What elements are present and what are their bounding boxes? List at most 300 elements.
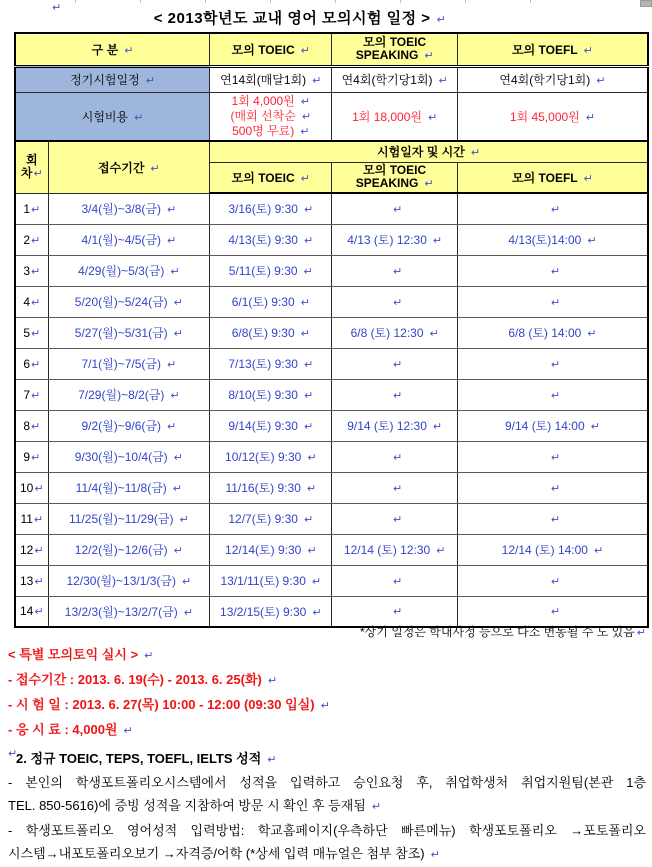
registration-period: 7/1(월)~7/5(금)	[81, 357, 161, 371]
paragraph-mark-icon: ↵	[393, 265, 403, 278]
toefl-date-cell	[457, 503, 648, 534]
table-row	[15, 472, 648, 503]
paragraph-mark-icon: ↵	[31, 327, 41, 340]
paragraph-mark-icon: ↵	[167, 421, 177, 433]
round-number: 9	[23, 449, 31, 464]
paragraph-mark-icon: ↵	[432, 421, 443, 433]
toefl-date: 9/14 (토) 14:00	[505, 419, 585, 433]
round-cell	[15, 503, 48, 534]
round-number: 11	[20, 511, 33, 526]
ruler-tick	[75, 0, 76, 3]
paragraph-mark-icon: ↵	[636, 627, 646, 639]
paragraph-mark-icon: ↵	[590, 421, 600, 433]
regular-toeic-cell	[210, 66, 332, 92]
paragraph-mark-icon: ↵	[371, 801, 382, 813]
paragraph-mark-icon: ↵	[587, 235, 597, 247]
paragraph-mark-icon: ↵	[424, 49, 434, 62]
paragraph-mark-icon: ↵	[170, 266, 180, 278]
toefl-date-cell	[457, 379, 648, 410]
speaking-date-cell	[332, 534, 457, 565]
paragraph-mark-icon: ↵	[34, 606, 44, 619]
special-fee-line	[8, 718, 648, 743]
regular-toeic-value: 연14회(매달1회)	[220, 73, 307, 87]
registration-period: 11/4(월)~11/8(금)	[75, 481, 167, 495]
round-cell	[15, 255, 48, 286]
header-toefl-label: 모의 TOEFL	[512, 42, 578, 57]
toefl-date-cell	[457, 441, 648, 472]
subheader-speaking-label: 모의 TOEIC	[363, 163, 427, 177]
paragraph-mark-icon: ↵	[267, 675, 278, 687]
special-mock-toeic-section	[8, 643, 648, 764]
special-exam-day-text: - 시 험 일 : 2013. 6. 27(목) 10:00 - 12:00 (09:30 입실)	[8, 697, 315, 712]
toeic-date: 3/16(토) 9:30	[228, 202, 298, 217]
paragraph-mark-icon: ↵	[393, 513, 403, 526]
paragraph-mark-icon: ↵	[300, 297, 310, 309]
paragraph-mark-icon: ↵	[303, 390, 314, 402]
toeic-date: 5/11(토) 9:30	[228, 264, 298, 278]
paragraph-mark-icon: ↵	[587, 328, 597, 340]
paragraph-mark-icon: ↵	[300, 125, 310, 138]
round-cell	[15, 317, 48, 348]
speaking-date: 6/8 (토) 12:30	[350, 326, 424, 340]
registration-header-label: 접수기간	[98, 160, 145, 175]
paragraph-mark-icon: ↵	[124, 44, 134, 57]
paragraph-mark-icon: ↵	[593, 545, 604, 557]
paragraph-mark-icon: ↵	[393, 575, 403, 588]
toeic-date-cell	[210, 410, 332, 441]
paragraph-mark-icon: ↵	[170, 390, 180, 402]
paragraph-mark-icon: ↵	[167, 204, 177, 216]
round-number: 12	[20, 542, 34, 557]
paragraph-mark-icon: ↵	[34, 482, 44, 495]
paragraph-mark-icon: ↵	[31, 234, 41, 247]
registration-cell	[48, 534, 210, 565]
round-number: 1	[23, 201, 31, 216]
paragraph-mark-icon: ↵	[303, 235, 314, 247]
speaking-date-cell	[332, 348, 457, 379]
header-toeic-label: 모의 TOEIC	[231, 42, 295, 57]
regular-schedule-row	[15, 66, 648, 92]
paragraph-mark-icon: ↵	[583, 44, 593, 57]
ruler-tick	[205, 0, 206, 3]
speaking-date: 12/14 (토) 12:30	[343, 543, 431, 557]
paragraph-mark-icon: ↵	[429, 328, 439, 340]
toeic-date: 13/2/15(토) 9:30	[220, 604, 307, 619]
table-row	[15, 565, 648, 596]
paragraph-mark-icon: ↵	[550, 575, 561, 588]
scores-para1-line2	[8, 794, 646, 819]
toeic-date-cell	[210, 224, 332, 255]
header-toefl-cell	[457, 33, 648, 66]
paragraph-mark-icon: ↵	[393, 203, 403, 216]
speaking-date: 4/13 (토) 12:30	[347, 233, 427, 247]
round-header-row	[15, 141, 648, 163]
registration-cell	[48, 565, 210, 596]
ruler-tick	[400, 0, 401, 3]
paragraph-mark-icon: ↵	[432, 235, 443, 247]
registration-cell	[48, 379, 210, 410]
registration-cell	[48, 193, 210, 224]
subheader-toeic-label: 모의 TOEIC	[231, 171, 295, 185]
table-row	[15, 193, 648, 224]
round-label-line1: 회	[26, 152, 38, 167]
round-cell	[15, 441, 48, 472]
subheader-toefl-cell	[457, 163, 648, 194]
page-title-text: < 2013학년도 교내 영어 모의시험 일정 >	[153, 10, 431, 27]
scrollbar-corner	[640, 0, 652, 7]
paragraph-mark-icon: ↵	[550, 482, 561, 495]
paragraph-mark-icon: ↵	[167, 359, 177, 371]
regular-scores-section	[8, 748, 646, 867]
paragraph-mark-icon: ↵	[123, 725, 133, 737]
paragraph-mark-icon: ↵	[33, 167, 43, 180]
paragraph-mark-icon: ↵	[134, 111, 144, 124]
registration-cell	[48, 503, 210, 534]
subheader-speaking-label2: SPEAKING	[355, 176, 419, 190]
paragraph-mark-icon: ↵	[52, 2, 62, 14]
toefl-date-cell	[457, 410, 648, 441]
paragraph-mark-icon: ↵	[550, 451, 561, 464]
paragraph-mark-icon: ↵	[173, 297, 183, 309]
toeic-date-cell	[210, 472, 332, 503]
paragraph-mark-icon: ↵	[145, 75, 155, 87]
table-row	[15, 224, 648, 255]
paragraph-mark-icon: ↵	[307, 545, 317, 557]
round-cell	[15, 410, 48, 441]
toefl-date-cell	[457, 224, 648, 255]
registration-period: 4/1(월)~4/5(금)	[81, 233, 161, 247]
registration-period: 12/30(월)~13/1/3(금)	[66, 574, 177, 588]
toeic-date: 6/8(토) 9:30	[231, 326, 295, 340]
table-row	[15, 503, 648, 534]
scores-para2-line2-text: 시스템→내포토폴리오보기 →자격증/어학 (*상세 입력 매뉴얼은 첨부 참조)	[8, 846, 425, 861]
round-cell	[15, 348, 48, 379]
registration-cell	[48, 224, 210, 255]
registration-cell	[48, 441, 210, 472]
round-number-header-cell	[15, 141, 48, 194]
paragraph-mark-icon: ↵	[31, 265, 41, 278]
speaking-date-cell	[332, 379, 457, 410]
paragraph-mark-icon: ↵	[267, 754, 277, 766]
regular-speaking-value: 연4회(학기당1회)	[341, 73, 433, 87]
ruler-tick	[465, 0, 466, 3]
header-toeic-speaking-label2: SPEAKING	[355, 47, 419, 62]
round-cell	[15, 224, 48, 255]
speaking-date-cell	[332, 193, 457, 224]
table-row	[15, 317, 648, 348]
toeic-date-cell	[210, 441, 332, 472]
paragraph-mark-icon: ↵	[303, 266, 313, 278]
toeic-date: 4/13(토) 9:30	[228, 233, 298, 247]
ruler-tick	[335, 0, 336, 3]
paragraph-mark-icon: ↵	[173, 328, 183, 340]
scores-section-heading	[8, 748, 646, 771]
paragraph-mark-icon: ↵	[182, 576, 192, 588]
header-toeic-speaking-label: 모의 TOEIC	[363, 34, 427, 49]
toeic-date: 8/10(토) 9:30	[228, 388, 298, 402]
toeic-date-cell	[210, 317, 332, 348]
toefl-date-cell	[457, 286, 648, 317]
fee-label: 시험비용	[81, 109, 129, 124]
paragraph-mark-icon: ↵	[34, 544, 44, 557]
paragraph-mark-icon: ↵	[312, 75, 322, 87]
toeic-date-cell	[210, 255, 332, 286]
header-toeic-speaking-cell	[332, 33, 457, 66]
registration-cell	[48, 410, 210, 441]
paragraph-mark-icon: ↵	[307, 452, 317, 464]
paragraph-mark-icon: ↵	[31, 451, 41, 464]
paragraph-mark-icon: ↵	[167, 235, 177, 247]
paragraph-mark-icon: ↵	[393, 606, 403, 619]
toefl-date: 12/14 (토) 14:00	[501, 543, 588, 557]
registration-period: 9/2(월)~9/6(금)	[81, 419, 161, 433]
paragraph-mark-icon: ↵	[150, 162, 160, 175]
header-category-cell	[15, 33, 210, 66]
speaking-date-cell	[332, 503, 457, 534]
paragraph-mark-icon: ↵	[550, 265, 561, 278]
round-cell	[15, 286, 48, 317]
paragraph-mark-icon: ↵	[550, 513, 561, 526]
registration-period: 4/29(월)~5/3(금)	[78, 264, 165, 278]
regular-speaking-cell	[332, 66, 457, 92]
regular-toefl-cell	[457, 66, 648, 92]
special-registration-line	[8, 668, 648, 693]
paragraph-mark-icon: ↵	[596, 75, 606, 87]
paragraph-mark-icon: ↵	[550, 358, 561, 371]
paragraph-mark-icon: ↵	[31, 358, 41, 371]
round-number: 14	[20, 604, 34, 619]
toeic-date-cell	[210, 379, 332, 410]
exam-datetime-header-cell	[210, 141, 648, 163]
paragraph-mark-icon: ↵	[172, 483, 182, 495]
paragraph-mark-icon: ↵	[173, 452, 183, 464]
paragraph-mark-icon: ↵	[550, 606, 561, 619]
paragraph-mark-icon: ↵	[144, 650, 154, 662]
toeic-date-cell	[210, 348, 332, 379]
registration-period: 5/20(월)~5/24(금)	[74, 295, 168, 309]
paragraph-mark-icon: ↵	[583, 173, 593, 185]
footnote-text: *상기 일정은 학내사정 등으로 다소 변동될 수 도 있음	[360, 625, 635, 639]
special-registration-text: - 접수기간 : 2013. 6. 19(수) - 2013. 6. 25(화)	[8, 672, 262, 687]
paragraph-mark-icon: ↵	[306, 483, 317, 495]
registration-cell	[48, 286, 210, 317]
paragraph-mark-icon: ↵	[312, 606, 322, 619]
toefl-date-cell	[457, 255, 648, 286]
page-title	[0, 7, 600, 28]
paragraph-mark-icon: ↵	[34, 575, 44, 588]
toefl-date-cell	[457, 317, 648, 348]
paragraph-mark-icon: ↵	[303, 359, 314, 371]
speaking-date-cell	[332, 286, 457, 317]
speaking-date: 9/14 (토) 12:30	[347, 419, 427, 433]
toeic-date-cell	[210, 286, 332, 317]
fee-toefl-value: 1회 45,000원	[509, 109, 580, 124]
scores-para1-line1: - 본인의 학생포트폴리오시스템에서 성적을 입력하고 승인요청 후, 취업학생처 취업지원팀(본관 1층	[8, 775, 646, 790]
fee-toeic-line1: 1회 4,000원	[231, 93, 295, 108]
paragraph-mark-icon: ↵	[31, 420, 41, 433]
paragraph-mark-icon: ↵	[428, 111, 438, 124]
toeic-date: 12/7(토) 9:30	[228, 512, 298, 526]
exam-schedule-table	[14, 32, 649, 628]
round-cell	[15, 193, 48, 224]
speaking-date-cell	[332, 317, 457, 348]
registration-period: 11/25(월)~11/29(금)	[69, 512, 174, 526]
registration-period: 9/30(월)~10/4(금)	[74, 450, 168, 464]
round-number: 6	[23, 356, 31, 371]
table-row	[15, 441, 648, 472]
paragraph-mark-icon: ↵	[300, 173, 310, 185]
toeic-date: 12/14(토) 9:30	[225, 543, 302, 557]
fee-toeic-cell	[210, 92, 332, 141]
round-number: 5	[23, 325, 31, 340]
paragraph-mark-icon: ↵	[320, 700, 330, 712]
speaking-date-cell	[332, 565, 457, 596]
paragraph-mark-icon: ↵	[300, 328, 310, 340]
round-number: 10	[20, 480, 34, 495]
toefl-date-cell	[457, 348, 648, 379]
regular-toefl-value: 연4회(학기당1회)	[499, 73, 591, 87]
paragraph-mark-icon: ↵	[301, 110, 312, 123]
round-cell	[15, 472, 48, 503]
subheader-toeic-cell	[210, 163, 332, 194]
toefl-date: 4/13(토)14:00	[508, 233, 582, 247]
regular-schedule-label-cell	[15, 66, 210, 92]
registration-period: 12/2(월)~12/6(금)	[74, 543, 168, 557]
toefl-date-cell	[457, 193, 648, 224]
header-toeic-cell	[210, 33, 332, 66]
paragraph-mark-icon: ↵	[430, 849, 440, 861]
registration-period: 5/27(월)~5/31(금)	[74, 326, 168, 340]
paragraph-mark-icon: ↵	[173, 545, 183, 557]
fee-speaking-value: 1회 18,000원	[352, 109, 422, 124]
header-category-label: 구 분	[91, 42, 119, 57]
special-heading-text: < 특별 모의토익 실시 >	[8, 647, 139, 662]
speaking-date-cell	[332, 472, 457, 503]
toeic-date-cell	[210, 503, 332, 534]
table-header-row	[15, 33, 648, 66]
toefl-date-cell	[457, 565, 648, 596]
fee-row	[15, 92, 648, 141]
toefl-date: 6/8 (토) 14:00	[508, 326, 582, 340]
paragraph-mark-icon: ↵	[31, 389, 41, 402]
special-fee-text: - 응 시 료 : 4,000원	[8, 722, 118, 737]
registration-cell	[48, 255, 210, 286]
toeic-date: 6/1(토) 9:30	[231, 295, 295, 309]
toefl-date-cell	[457, 472, 648, 503]
registration-period: 13/2/3(월)~13/2/7(금)	[64, 604, 178, 619]
paragraph-mark-icon: ↵	[550, 296, 561, 309]
paragraph-mark-icon: ↵	[300, 95, 310, 108]
paragraph-mark-icon: ↵	[424, 178, 434, 190]
paragraph-mark-icon: ↵	[179, 514, 189, 526]
scores-para1-line2-text: TEL. 850-5616)에 증빙 성적을 지참하여 방문 시 확인 후 등재됨	[8, 798, 366, 813]
table-row	[15, 255, 648, 286]
fee-toeic-line2: (매회 선착순	[230, 108, 296, 123]
registration-period: 7/29(월)~8/2(금)	[78, 388, 165, 402]
paragraph-mark-icon: ↵	[183, 606, 193, 619]
round-number: 2	[23, 232, 31, 247]
paragraph-mark-icon: ↵	[303, 204, 314, 217]
paragraph-mark-icon: ↵	[550, 203, 561, 216]
scores-para2-line2	[8, 842, 646, 867]
paragraph-mark-icon: ↵	[8, 748, 18, 760]
ruler-tick	[530, 0, 531, 3]
paragraph-mark-icon: ↵	[585, 111, 595, 124]
toeic-date-cell	[210, 193, 332, 224]
round-number: 13	[20, 573, 34, 588]
paragraph-mark-icon: ↵	[438, 75, 448, 87]
paragraph-mark-icon: ↵	[393, 296, 403, 309]
toeic-date-cell	[210, 565, 332, 596]
toeic-date-cell	[210, 534, 332, 565]
fee-label-cell	[15, 92, 210, 141]
table-row	[15, 534, 648, 565]
fee-toeic-line3: 500명 무료)	[232, 123, 295, 138]
paragraph-mark-icon: ↵	[393, 451, 403, 464]
round-number: 7	[23, 387, 31, 402]
scores-heading-text: 2. 정규 TOEIC, TEPS, TOEFL, IELTS 성적	[16, 751, 262, 766]
round-number: 8	[23, 418, 31, 433]
paragraph-mark-icon: ↵	[436, 14, 447, 26]
paragraph-mark-icon: ↵	[303, 514, 314, 526]
speaking-date-cell	[332, 224, 457, 255]
speaking-date-cell	[332, 410, 457, 441]
table-row	[15, 410, 648, 441]
registration-cell	[48, 472, 210, 503]
table-row	[15, 286, 648, 317]
round-number: 3	[23, 263, 31, 278]
paragraph-mark-icon: ↵	[31, 203, 41, 216]
paragraph-mark-icon: ↵	[31, 296, 41, 309]
exam-datetime-header-label: 시험일자 및 시간	[377, 145, 465, 160]
paragraph-mark-icon: ↵	[550, 389, 561, 402]
round-cell	[15, 379, 48, 410]
paragraph-mark-icon: ↵	[311, 576, 322, 588]
round-cell	[15, 565, 48, 596]
special-exam-day-line	[8, 693, 648, 718]
paragraph-mark-icon: ↵	[470, 147, 481, 160]
paragraph-mark-icon: ↵	[436, 545, 446, 557]
subheader-toefl-label: 모의 TOEFL	[512, 171, 578, 185]
speaking-date-cell	[332, 255, 457, 286]
toeic-date: 7/13(토) 9:30	[228, 357, 298, 371]
paragraph-mark-icon: ↵	[33, 513, 44, 526]
speaking-date-cell	[332, 441, 457, 472]
toeic-date: 11/16(토) 9:30	[225, 481, 301, 495]
schedule-footnote	[14, 623, 646, 640]
registration-period: 3/4(월)~3/8(금)	[81, 202, 161, 216]
toeic-date: 9/14(토) 9:30	[228, 419, 298, 433]
scores-para2-line1: - 학생포트폴리오 영어성적 입력방법: 학교홈페이지(우측하단 빠른메뉴) 학생포토폴리오 →포토폴리오	[8, 823, 646, 838]
toeic-date: 13/1/11(토) 9:30	[220, 574, 306, 588]
paragraph-mark-icon: ↵	[300, 44, 310, 57]
ruler-tick	[270, 0, 271, 3]
round-label-line2: 차	[20, 165, 33, 180]
toeic-date: 10/12(토) 9:30	[225, 450, 302, 464]
registration-header-cell	[48, 141, 210, 194]
ruler-tick	[140, 0, 141, 3]
table-row	[15, 379, 648, 410]
special-section-heading	[8, 643, 648, 668]
toefl-date-cell	[457, 534, 648, 565]
paragraph-mark-icon: ↵	[393, 482, 403, 495]
fee-toefl-cell	[457, 92, 648, 141]
paragraph-mark-icon: ↵	[393, 358, 403, 371]
regular-schedule-label: 정기시험일정	[70, 73, 140, 87]
round-cell	[15, 534, 48, 565]
subheader-speaking-cell	[332, 163, 457, 194]
table-row	[15, 348, 648, 379]
